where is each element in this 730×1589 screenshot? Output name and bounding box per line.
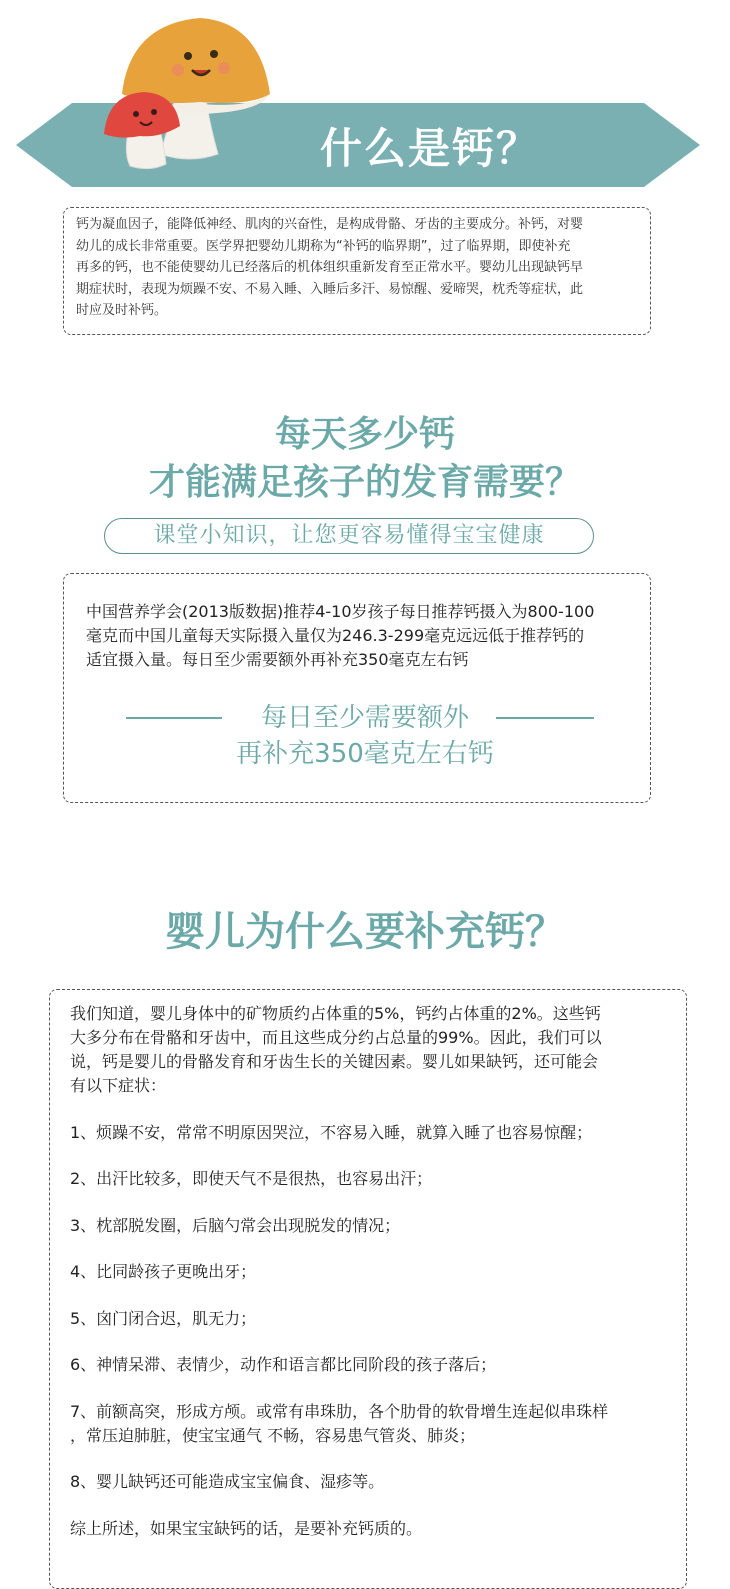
symptoms-intro-line: 说，钙是婴儿的骨骼发育和牙齿生长的关键因素。婴儿如果缺钙，还可能会 [70, 1052, 599, 1071]
highlight-line1: 每日至少需要额外 [260, 703, 469, 733]
symptom-item: ，常压迫肺脏，使宝宝通气 不畅，容易患气管炎、肺炎； [70, 1426, 476, 1445]
intake-line: 适宜摄入量。每日至少需要额外再补充350毫克左右钙 [86, 650, 469, 669]
intake-line: 中国营养学会(2013版数据)推荐4-10岁孩子每日推荐钙摄入为800-100 [86, 602, 595, 621]
section2-title-line2: 才能满足孩子的发育需要？ [148, 462, 581, 503]
symptom-item: 6、神情呆滞、表情少，动作和语言都比同阶段的孩子落后； [70, 1355, 497, 1374]
symptoms-intro-line: 大多分布在骨骼和牙齿中，而且这些成分约占总量的99%。因此，我们可以 [70, 1028, 602, 1047]
symptom-item: 7、前额高突，形成方颅。或常有串珠肋，各个肋骨的软骨增生连起似串珠样 [70, 1402, 609, 1421]
banner-title: 什么是钙？ [320, 124, 541, 173]
knowledge-pill: 课堂小知识，让您更容易懂得宝宝健康 [104, 518, 594, 554]
symptoms-intro-line: 有以下症状： [70, 1076, 167, 1095]
intro-line: 再多的钙，也不能使婴幼儿已经落后的机体组织重新发育至正常水平。婴幼儿出现缺钙早 [76, 260, 584, 275]
section2-title-line1: 每天多少钙 [274, 414, 455, 455]
intake-line: 毫克而中国儿童每天实际摄入量仅为246.3-299毫克远远低于推荐钙的 [86, 626, 585, 645]
symptom-item: 1、烦躁不安，常常不明原因哭泣，不容易入睡，就算入睡了也容易惊醒； [70, 1123, 593, 1142]
intro-line: 时应及时补钙。 [76, 303, 168, 318]
divider-line-right [496, 717, 594, 719]
section3-title: 婴儿为什么要补充钙？ [165, 909, 565, 955]
intro-box [63, 207, 651, 335]
symptom-item: 5、囟门闭合迟，肌无力； [70, 1309, 257, 1328]
intro-line: 钙为凝血因子，能降低神经、肌肉的兴奋性，是构成骨骼、牙齿的主要成分。补钙，对婴 [76, 217, 584, 232]
symptom-item: 4、比同龄孩子更晚出牙； [70, 1262, 257, 1281]
symptom-item: 8、婴儿缺钙还可能造成宝宝偏食、湿疹等。 [70, 1472, 385, 1491]
intro-line: 幼儿的成长非常重要。医学界把婴幼儿期称为“补钙的临界期”，过了临界期，即使补充 [76, 238, 571, 254]
calcium-intake-text [86, 600, 656, 672]
symptoms-intro [70, 1002, 682, 1098]
intro-line: 期症状时，表现为烦躁不安、不易入睡、入睡后多汗、易惊醒、爱啼哭，枕秃等症状，此 [76, 281, 584, 297]
conclusion-text: 综上所述，如果宝宝缺钙的话，是要补充钙质的。 [70, 1519, 423, 1538]
divider-line-left [126, 717, 222, 719]
symptoms-intro-line: 我们知道，婴儿身体中的矿物质约占体重的5%，钙约占体重的2%。这些钙 [70, 1004, 601, 1023]
mushroom-mascot-illustration [100, 14, 275, 174]
highlight-line2: 再补充350毫克左右钙 [236, 739, 494, 769]
symptom-item: 3、枕部脱发圈，后脑勺常会出现脱发的情况； [70, 1216, 401, 1235]
symptom-item: 2、出汗比较多，即使天气不是很热，也容易出汗； [70, 1169, 433, 1188]
